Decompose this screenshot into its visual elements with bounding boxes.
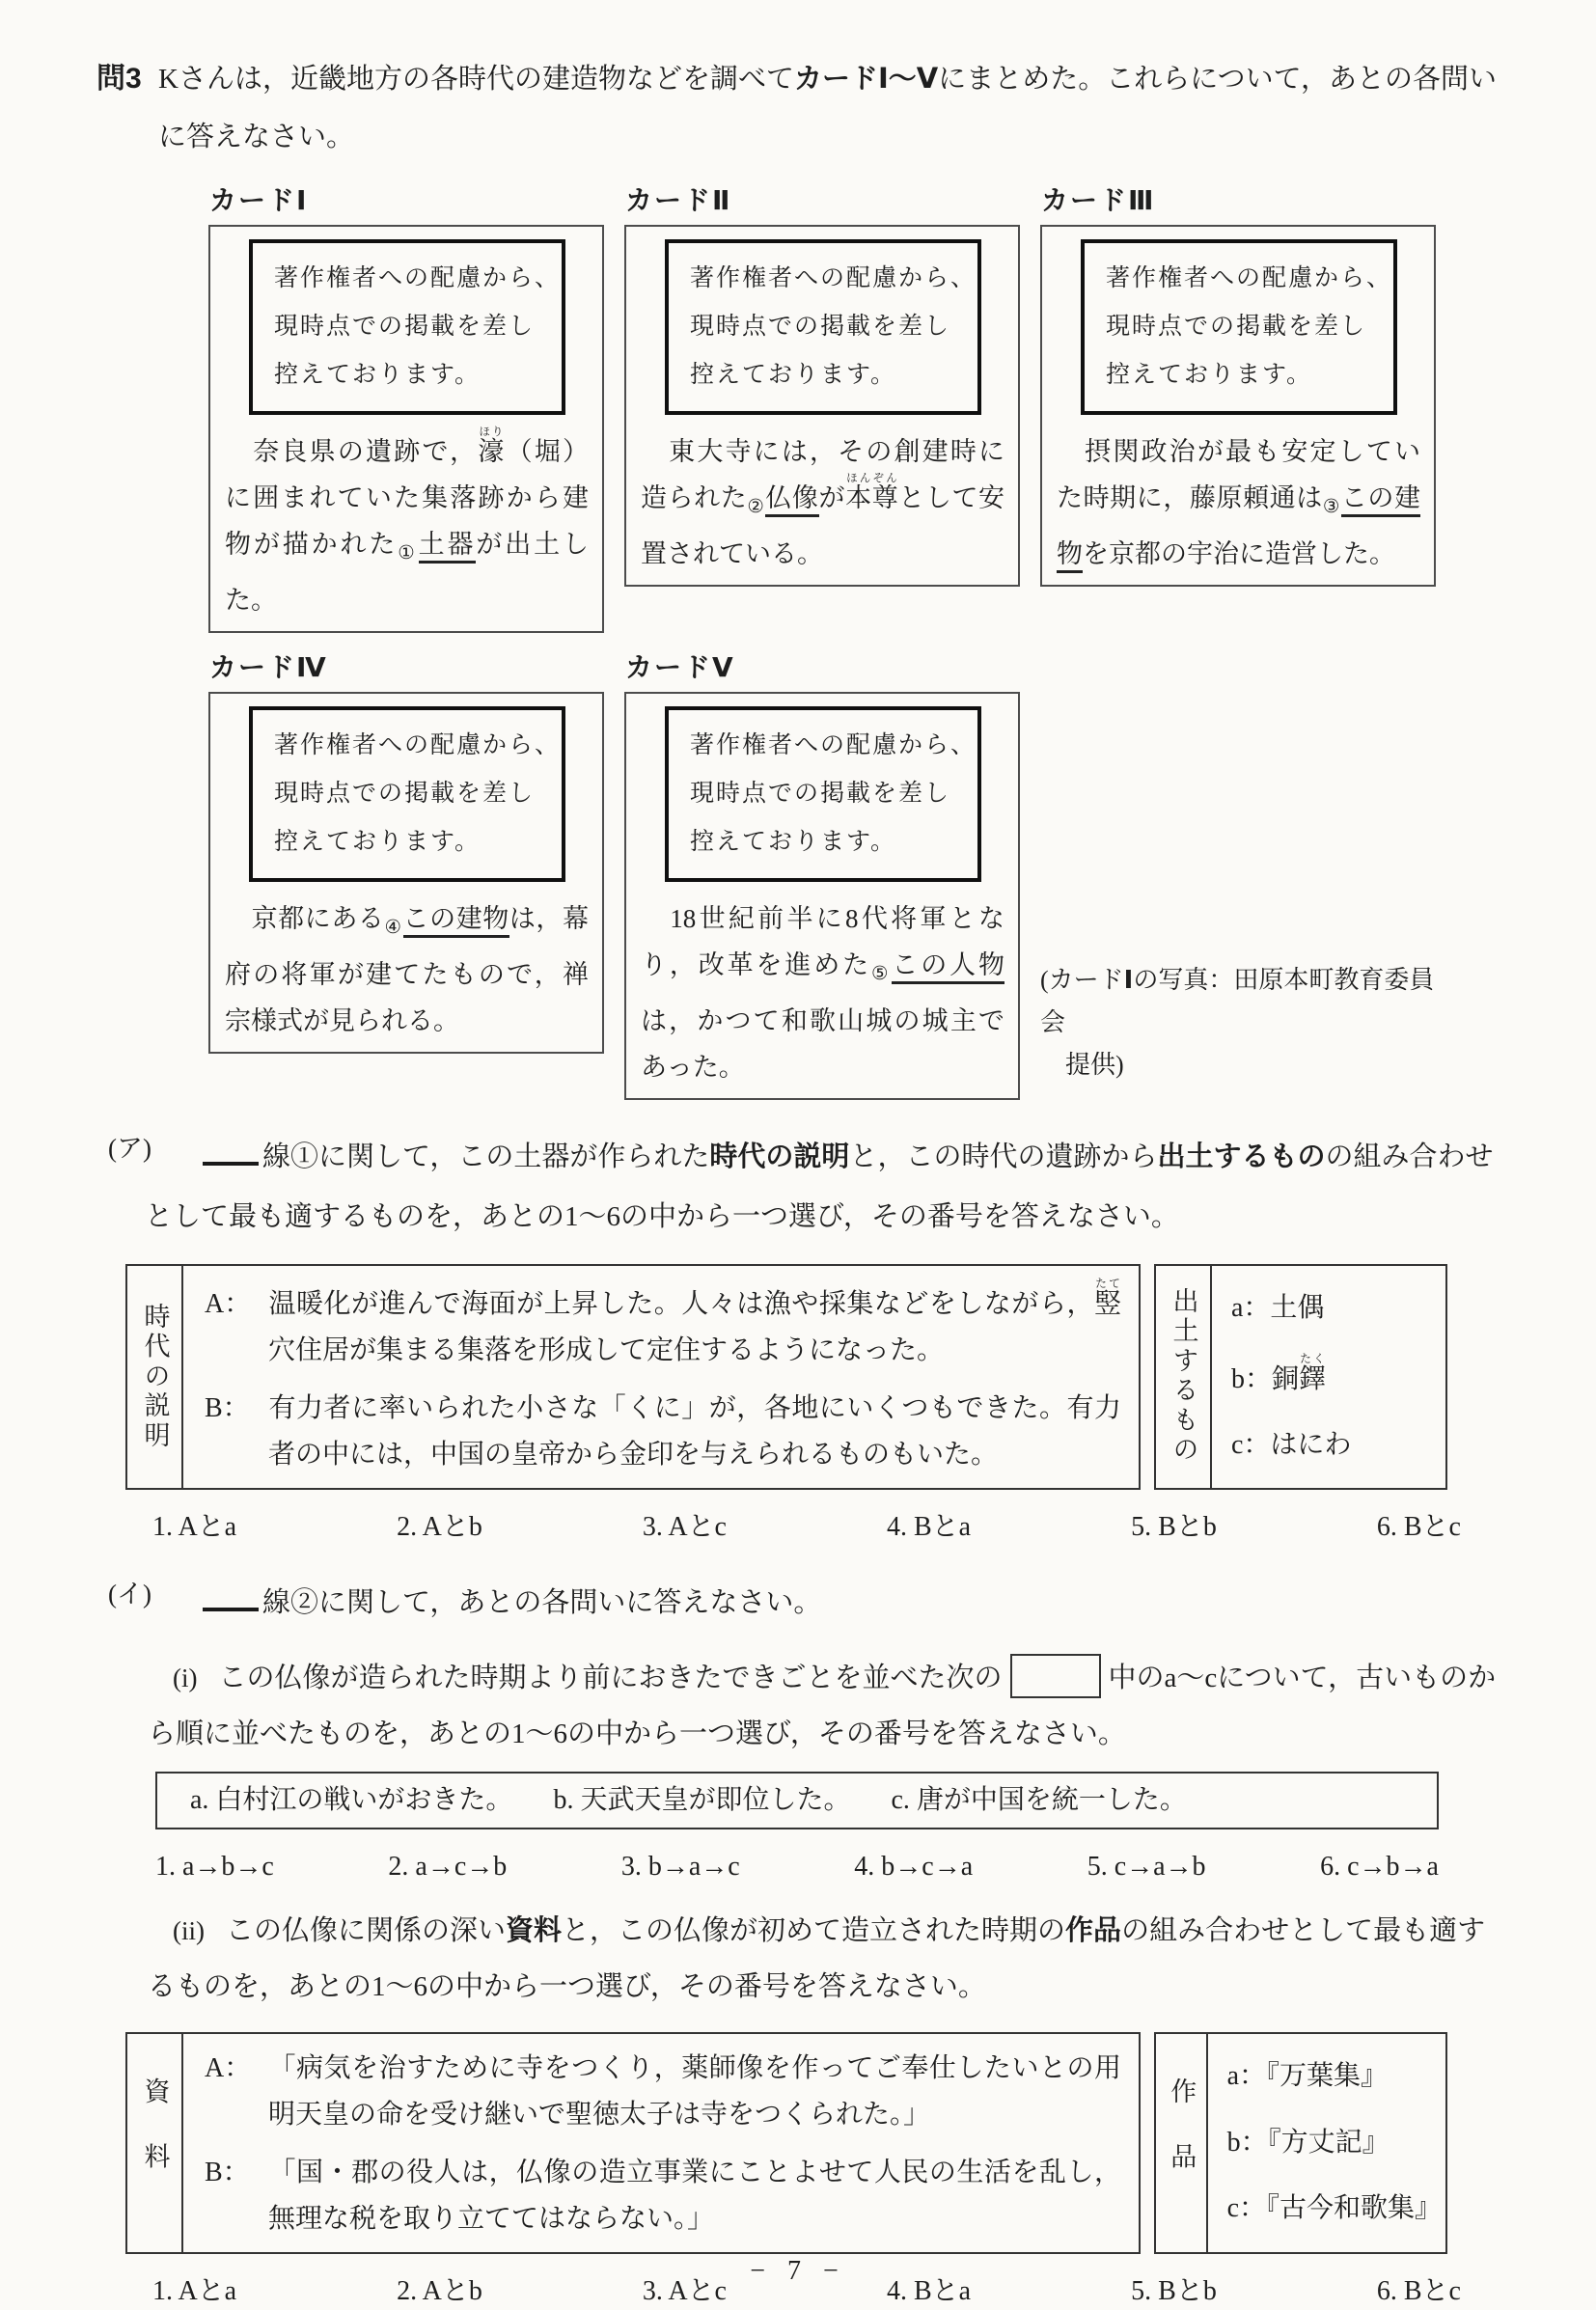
notice-line: 控えております。 <box>274 362 482 388</box>
question-i-1-label: (i) <box>173 1663 198 1692</box>
option-item: 4. b→c→a <box>854 1851 974 1882</box>
option-item: 5. Bとb <box>1131 2275 1217 2306</box>
notice-line: 現時点での掲載を差し <box>274 780 536 807</box>
works-list <box>1208 2034 1445 2252</box>
works-header: 作品 <box>1167 2077 1197 2209</box>
option-item: 2. Aとb <box>397 2275 482 2306</box>
card-3-label: カードⅢ <box>1041 185 1156 215</box>
events-box <box>155 1772 1439 1829</box>
source-row-B <box>205 2150 1121 2242</box>
option-item: 5. Bとb <box>1131 1511 1217 1542</box>
excavated-items-list <box>1212 1266 1445 1488</box>
card-2-caption: 東大寺には，その創建時に造られた$_②$仏像が本尊ほんぞんとして安置されている。 <box>641 437 1005 568</box>
works-table <box>1154 2032 1447 2254</box>
question-i-2-text <box>148 1903 1504 2015</box>
source-table <box>125 2032 1141 2254</box>
source-row-B-text: 「国・郡の役人は，仏像の造立事業にことよせて人民の生活を乱し，無理な税を取り立ててはならない。」 <box>268 2157 1121 2234</box>
option-item: 4. Bとa <box>887 2275 972 2306</box>
card-3-caption: 摂関政治が最も安定していた時期に，藤原頼通は$_③$この建物を京都の宇治に造営した。 <box>1042 426 1434 579</box>
question-a-tables <box>125 1264 1596 1490</box>
source-row-B-key: B： <box>205 2157 250 2187</box>
option-item: 3. b→a→c <box>620 1851 740 1882</box>
question-i-text: 線②に関して，あとの各問いに答えなさい。 <box>145 1573 1504 1633</box>
question-number: 問3 <box>96 63 142 95</box>
notice-line: 現時点での掲載を差し <box>690 314 951 340</box>
notice-line: 控えております。 <box>690 828 897 855</box>
card-5 <box>624 646 1020 1100</box>
notice-line: 著作権者への配慮から、 <box>1106 265 1393 291</box>
card-3 <box>1040 179 1436 633</box>
card-2-copyright-notice <box>665 239 981 415</box>
event-item: c. 唐が中国を統一した。 <box>891 1784 1187 1815</box>
era-row-A-text: 温暖化が進んで海面が上昇した。人々は漁や採集などをしながら，竪たて穴住居が集まる集落を形成して定住するようになった。 <box>268 1277 1121 1365</box>
question-header-text: Kさんは，近畿地方の各時代の建造物などを調べてカードⅠ～Ⅴにまとめた。これらについて，あとの各問いに答えなさい。 <box>158 64 1498 152</box>
excavated-item-a: a：土偶 <box>1231 1292 1325 1323</box>
card-5-caption: 18世紀前半に8代将軍となり，改革を進めた$_⑤$この人物は，かつて和歌山城の城主であった。 <box>641 903 1004 1082</box>
question-i-1-text <box>148 1650 1504 1762</box>
card-4-caption: 京都にある$_④$この建物は，幕府の将軍が建てたもので，禅宗様式が見られる。 <box>225 903 590 1035</box>
era-row-B-text: 有力者に率いられた小さな「くに」が，各地にいくつもできた。有力者の中には，中国の皇帝から金印を与えられるものもいた。 <box>268 1392 1121 1470</box>
work-c: c：『古今和歌集』 <box>1226 2193 1442 2224</box>
work-b: b：『方丈記』 <box>1226 2127 1390 2158</box>
notice-line: 著作権者への配慮から、 <box>274 265 562 291</box>
option-item: 2. a→c→b <box>388 1851 508 1882</box>
source-body <box>183 2034 1139 2252</box>
option-item: 6. Bとc <box>1376 2275 1461 2306</box>
work-a: a：『万葉集』 <box>1226 2060 1388 2091</box>
question-i-1-options <box>155 1849 1439 1885</box>
era-description-table <box>125 1264 1141 1490</box>
option-item: 6. c→b→a <box>1320 1851 1439 1882</box>
notice-line: 控えております。 <box>1106 362 1313 388</box>
source-row-A-key: A： <box>205 2052 252 2083</box>
option-item: 4. Bとa <box>887 1511 972 1542</box>
option-item: 5. c→a→b <box>1087 1851 1206 1882</box>
card-1 <box>208 179 604 633</box>
notice-line: 著作権者への配慮から、 <box>274 731 562 758</box>
notice-line: 現時点での掲載を差し <box>690 780 951 807</box>
notice-line: 著作権者への配慮から、 <box>690 265 977 291</box>
question-a-label: (ア) <box>108 1133 151 1163</box>
page-number: − 7 − <box>750 2256 846 2286</box>
excavated-item-b: b：銅鐸たく <box>1231 1352 1327 1394</box>
exam-page <box>0 50 1596 2308</box>
option-item: 3. Aとc <box>642 2275 727 2306</box>
era-description-body <box>183 1266 1139 1488</box>
card-4 <box>208 646 604 1100</box>
question-i <box>108 1573 1504 1633</box>
photo-credit <box>1040 958 1436 1100</box>
event-item: b. 天武天皇が即位した。 <box>553 1784 851 1815</box>
question-i-2-body: この仏像に関係の深い資料と，この仏像が初めて造立された時期の作品の組み合わせとして最も適するものを，あとの1～6の中から一つ選び，その番号を答えなさい。 <box>148 1914 1486 2002</box>
excavated-items-table <box>1154 1264 1447 1490</box>
option-item: 1. a→b→c <box>155 1851 274 1882</box>
photo-credit-line2: 提供) <box>1065 1050 1124 1079</box>
notice-line: 控えております。 <box>690 362 897 388</box>
question-i-label: (イ) <box>108 1579 151 1609</box>
card-4-copyright-notice <box>249 706 565 882</box>
notice-line: 現時点での掲載を差し <box>1106 314 1367 340</box>
source-row-A <box>205 2046 1121 2138</box>
event-item: a. 白村江の戦いがおきた。 <box>190 1784 513 1815</box>
option-item: 3. Aとc <box>642 1511 727 1542</box>
works-header-cell <box>1156 2034 1208 2252</box>
notice-line: 著作権者への配慮から、 <box>690 731 977 758</box>
card-3-copyright-notice <box>1081 239 1397 415</box>
source-header-cell <box>127 2034 183 2252</box>
card-4-box <box>208 692 604 1054</box>
card-5-copyright-notice <box>665 706 981 882</box>
card-4-label: カードⅣ <box>209 651 328 682</box>
card-2-box <box>624 225 1020 587</box>
question-i-1 <box>148 1650 1504 1762</box>
card-1-caption: 奈良県の遺跡で，濠ほり（堀）に囲まれていた集落跡から建物が描かれた$_①$土器が出土した。 <box>225 426 589 615</box>
option-item: 2. Aとb <box>397 1511 482 1542</box>
question-a-options <box>152 1509 1461 1546</box>
question-a <box>108 1127 1504 1247</box>
card-1-copyright-notice <box>249 239 565 415</box>
card-1-box <box>208 225 604 633</box>
option-item: 1. Aとa <box>152 1511 237 1542</box>
cards-grid <box>208 179 1596 1100</box>
question-i-2-label: (ii) <box>173 1915 205 1945</box>
era-row-B-key: B： <box>205 1392 250 1423</box>
question-a-text: 線①に関して，この土器が作られた時代の説明と，この時代の遺跡から出土するものの組み合わせとして最も適するものを，あとの1～6の中から一つ選び，その番号を答えなさい。 <box>145 1141 1494 1232</box>
era-row-A-key: A： <box>205 1288 252 1319</box>
photo-credit-line1: (カードⅠの写真：田原本町教育委員会 <box>1040 964 1435 1036</box>
card-5-label: カードⅤ <box>625 651 735 682</box>
era-row-A <box>205 1278 1121 1374</box>
excavated-item-c: c：はにわ <box>1231 1429 1352 1460</box>
question-i-2-tables <box>125 2032 1596 2254</box>
option-item: 1. Aとa <box>152 2275 237 2306</box>
era-description-header: 時代の説明 <box>140 1302 170 1451</box>
card-1-label: カードⅠ <box>209 185 309 215</box>
source-header: 資料 <box>140 2077 170 2209</box>
notice-line: 現時点での掲載を差し <box>274 314 536 340</box>
era-description-header-cell <box>127 1266 183 1488</box>
option-item: 6. Bとc <box>1376 1511 1461 1542</box>
question-i-1-body: この仏像が造られた時期より前におきたできごとを並べた次の 中のa～cについて，古いものから順に並べたものを，あとの1～6の中から一つ選び，その番号を答えなさい。 <box>148 1663 1496 1749</box>
notice-line: 控えております。 <box>274 828 482 855</box>
card-5-box <box>624 692 1020 1100</box>
question-i-2 <box>148 1903 1504 2015</box>
source-row-A-text: 「病気を治すために寺をつくり，薬師像を作ってご奉仕したいとの用明天皇の命を受け継いで聖徳太子は寺をつくられた。」 <box>268 2052 1121 2130</box>
excavated-items-header: 出土するもの <box>1169 1287 1198 1466</box>
question-header <box>96 50 1507 166</box>
card-2-label: カードⅡ <box>625 185 732 215</box>
card-2 <box>624 179 1020 633</box>
excavated-items-header-cell <box>1156 1266 1212 1488</box>
era-row-B <box>205 1386 1121 1478</box>
card-3-box <box>1040 225 1436 587</box>
